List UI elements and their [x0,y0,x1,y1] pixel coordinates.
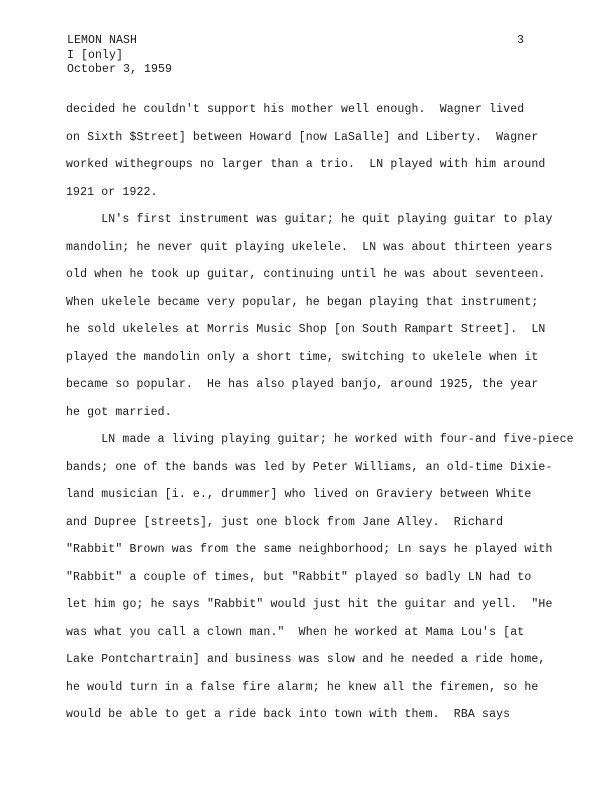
text-line: was what you call a clown man." When he worked at Mama Lou's [at [66,625,525,639]
text-line: worked withegroups no larger than a trio. LN played with him around [66,158,546,171]
text-line: mandolin; he never quit playing ukelele. LN was about thirteen years [66,240,553,254]
text-line: bands; one of the bands was led by Peter Williams, an old-time Dixie- [66,460,553,474]
text-line: 1921 or 1922. [66,185,158,199]
text-line: let him go; he says "Rabbit" would just hit the guitar and yell. "He [66,598,553,611]
text-line: LN made a living playing guitar; he worked with four-and five-piece [66,433,574,446]
text-line: "Rabbit" a couple of times, but "Rabbit" played so badly LN had to [66,570,532,584]
text-line: became so popular. He has also played banjo, around 1925, the year [66,378,539,391]
page-number: 3 [517,34,524,47]
transcript-body [66,96,606,729]
text-line: "Rabbit" Brown was from the same neighborhood; Ln says he played with [66,543,553,556]
header-reel: I [only] [67,48,124,62]
text-line: on Sixth $Street] between Howard [now LaSalle] and Liberty. Wagner [66,130,539,144]
header-date: October 3, 1959 [67,63,173,76]
text-line: decided he couldn't support his mother well enough. Wagner lived [66,103,525,116]
text-line: he would turn in a false fire alarm; he knew all the firemen, so he [66,680,539,694]
text-line: land musician [i. e., drummer] who lived on Graviery between White [66,488,532,501]
text-line: played the mandolin only a short time, switching to ukelele when it [66,350,539,364]
text-line: and Dupree [streets], just one block from Jane Alley. Richard [66,515,504,529]
document-header [67,34,172,78]
text-line: LN's first instrument was guitar; he quit playing guitar to play [66,213,553,226]
text-line: he got married. [66,405,172,419]
text-line: old when he took up guitar, continuing until he was about seventeen. [66,268,546,281]
text-line: When ukelele became very popular, he began playing that instrument; [66,295,539,309]
text-line: Lake Pontchartrain] and business was slow and he needed a ride home, [66,653,546,666]
header-interviewee: LEMON NASH [67,34,138,47]
text-line: would be able to get a ride back into town with them. RBA says [66,708,511,721]
text-line: he sold ukeleles at Morris Music Shop [on South Rampart Street]. LN [66,323,546,336]
